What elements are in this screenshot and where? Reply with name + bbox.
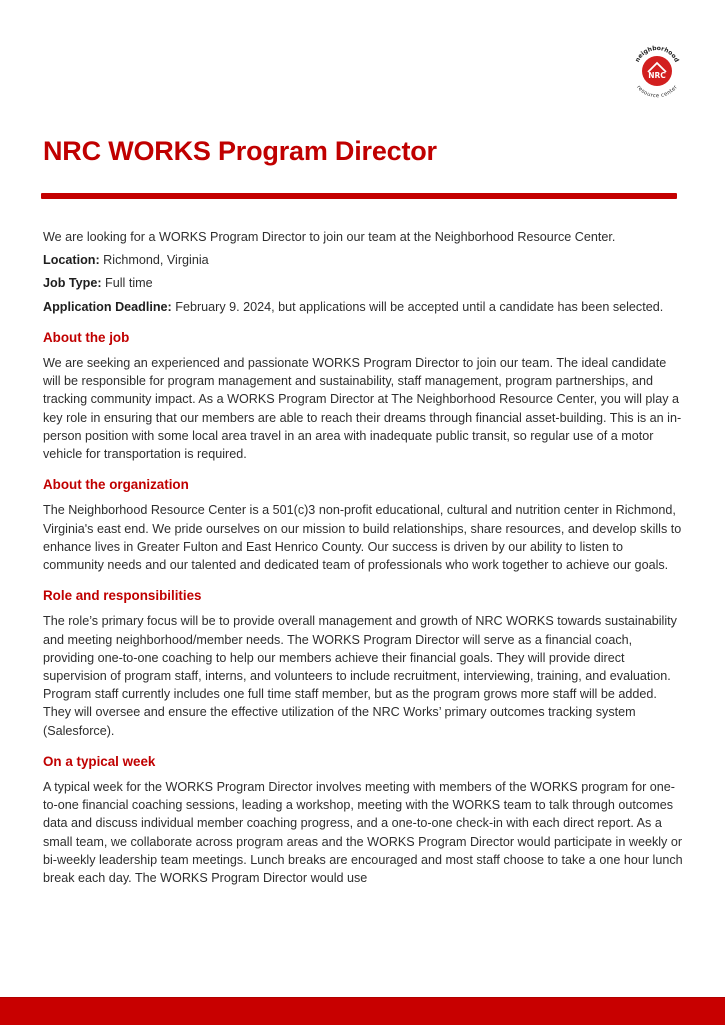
section-role-responsibilities xyxy=(43,587,683,740)
field-value: February 9. 2024, but applications will be accepted until a candidate has been selected. xyxy=(171,299,664,314)
page-title: NRC WORKS Program Director xyxy=(43,136,437,166)
job-posting-body xyxy=(43,228,683,887)
field-application-deadline xyxy=(43,298,683,316)
section-about-organization xyxy=(43,476,683,574)
section-heading: About the job xyxy=(43,329,130,345)
logo-bottom-text: resource center xyxy=(635,84,679,98)
field-label: Application Deadline: xyxy=(43,299,172,314)
field-value: Richmond, Virginia xyxy=(99,253,209,268)
logo-icon xyxy=(629,42,685,98)
section-heading: About the organization xyxy=(43,477,189,493)
section-heading: On a typical week xyxy=(43,753,156,769)
nrc-logo xyxy=(629,42,685,98)
field-job-type xyxy=(43,274,683,292)
footer-band xyxy=(0,997,725,1025)
section-typical-week xyxy=(43,753,683,887)
title-divider xyxy=(41,193,677,199)
field-label: Job Type: xyxy=(43,276,102,291)
logo-top-text: neighborhood xyxy=(633,44,681,64)
field-value: Full time xyxy=(101,276,153,291)
section-about-job xyxy=(43,329,683,463)
field-location xyxy=(43,251,683,269)
logo-monogram: NRC xyxy=(648,71,666,80)
section-body: The role’s primary focus will be to provide overall management and growth of NRC WORKS towards sustainability and meeting neighborhood/member needs. The WORKS Program Director will serve as a financial coach, providing one-to-one coaching to help our members achieve their financial goals. They will provide direct supervision of program staff, interns, and volunteers to include recruitment, interviewing, training, and evaluation. Program staff currently includes one full time staff member, but as the program grows more staff will be added. They will oversee and ensure the effective utilization of the NRC Works’ primary outcomes tracking system (Salesforce). xyxy=(43,614,677,738)
section-body: A typical week for the WORKS Program Director involves meeting with members of the WORKS program for one-to-one financial coaching sessions, leading a workshop, meeting with the WORKS team to talk through outcomes data and discuss individual member coaching progress, and a one-to-one check-in with each direct report. As a small team, we collaborate across program areas and the WORKS Program Director would participate in weekly or bi-weekly leadership team meetings. Lunch breaks are encouraged and most staff choose to take a one hour lunch break each day. The WORKS Program Director would use xyxy=(43,780,683,886)
field-label: Location: xyxy=(43,253,100,268)
section-body: The Neighborhood Resource Center is a 501(c)3 non-profit educational, cultural and nutrition center in Richmond, Virginia's east end. We pride ourselves on our mission to build relationships, share resources, and develop skills to enhance lives in Greater Fulton and East Henrico County. Our success is driven by our ability to listen to community needs and our talented and dedicated team of professionals who work together to achieve our goals. xyxy=(43,503,682,573)
intro-text: We are looking for a WORKS Program Director to join our team at the Neighborhood Resource Center. xyxy=(43,230,616,244)
section-body: We are seeking an experienced and passionate WORKS Program Director to join our team. The ideal candidate will be responsible for program management and sustainability, staff management, program partnerships, and tracking community impact. As a WORKS Program Director at The Neighborhood Resource Center, you will play a key role in ensuring that our members are able to reach their dreams through financial asset-building. This is an in-person position with some local area travel in an area with inadequate public transit, so regular use of a motor vehicle for transportation is required. xyxy=(43,356,682,462)
section-heading: Role and responsibilities xyxy=(43,588,202,604)
